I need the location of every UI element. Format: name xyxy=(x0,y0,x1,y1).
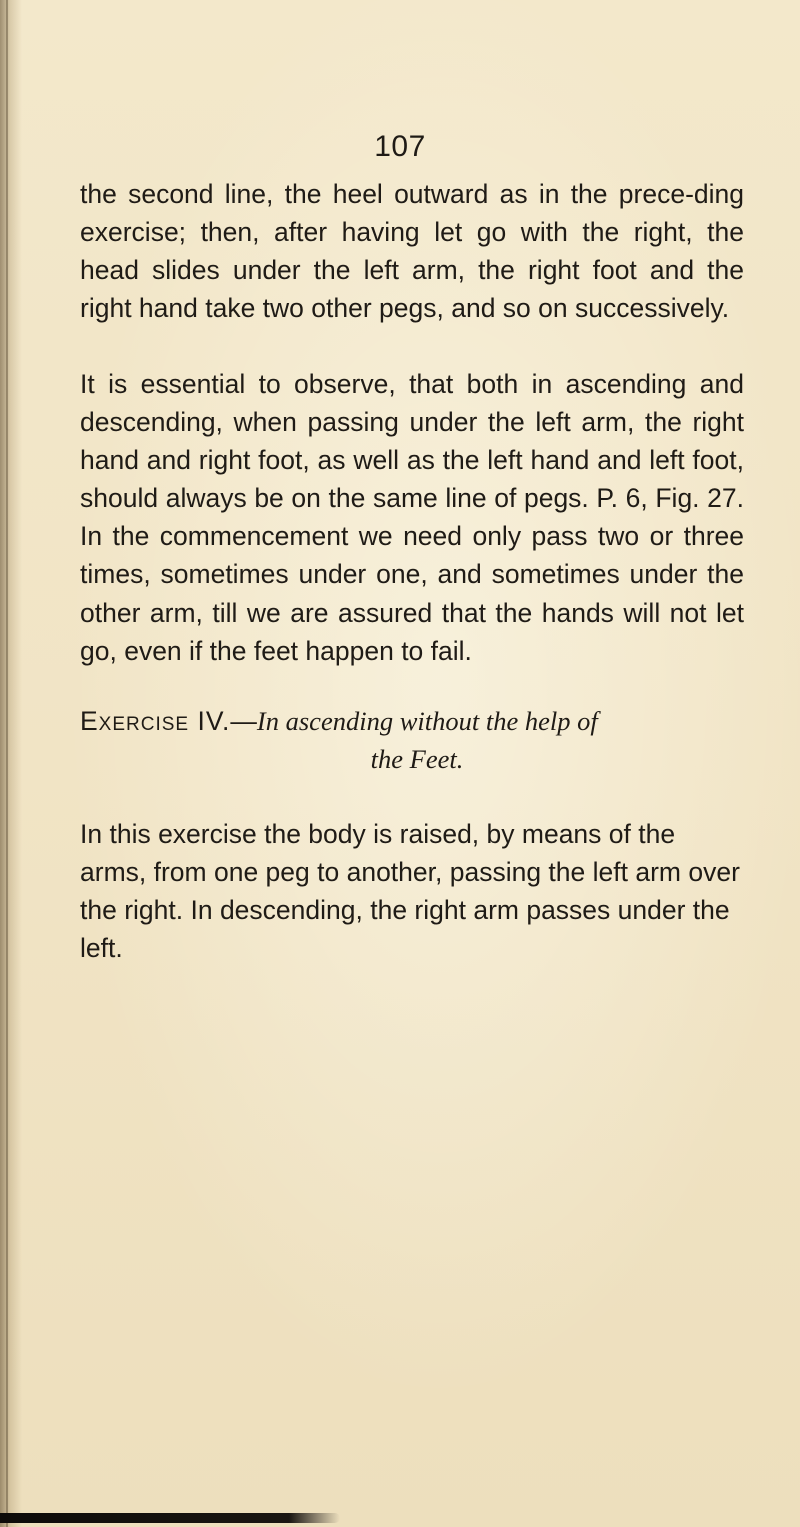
paragraph-essential xyxy=(80,365,744,670)
page-number: 107 xyxy=(374,130,426,163)
paragraph-exercise xyxy=(80,815,744,967)
paragraph-text: the second line, the heel outward as in the prece-ding exercise; then, after having let go with the right, the head slides under the left arm, the right foot and the right hand take two other pegs, and so on successively. xyxy=(80,179,744,324)
spine-shadow xyxy=(0,0,22,1527)
exercise-label: Exercise IV. xyxy=(80,706,231,736)
paragraph-continuation xyxy=(80,175,744,327)
exercise-heading xyxy=(80,702,744,778)
heading-dash: — xyxy=(230,706,257,736)
paragraph-text: It is essential to observe, that both in ascending and descending, when passing under the left arm, the right hand and right foot, as well as the left hand and left foot, should always be on the same line of pegs. P. 6, Fig. 27. In the commencement we need only pass two or three times, sometimes under one, and sometimes under the other arm, till we are assured that the hands will not let go, even if the feet happen to fail. xyxy=(80,369,744,666)
spine-edge xyxy=(6,0,8,1527)
page-bottom-shadow xyxy=(0,1513,340,1523)
paragraph-text: In this exercise the body is raised, by means of the arms, from one peg to another, passing the left arm over the right. In descending, the right arm passes under the left. xyxy=(80,819,740,964)
exercise-title-line2: the Feet. xyxy=(370,744,464,774)
exercise-title-line1: In ascending without the help of xyxy=(256,706,598,736)
